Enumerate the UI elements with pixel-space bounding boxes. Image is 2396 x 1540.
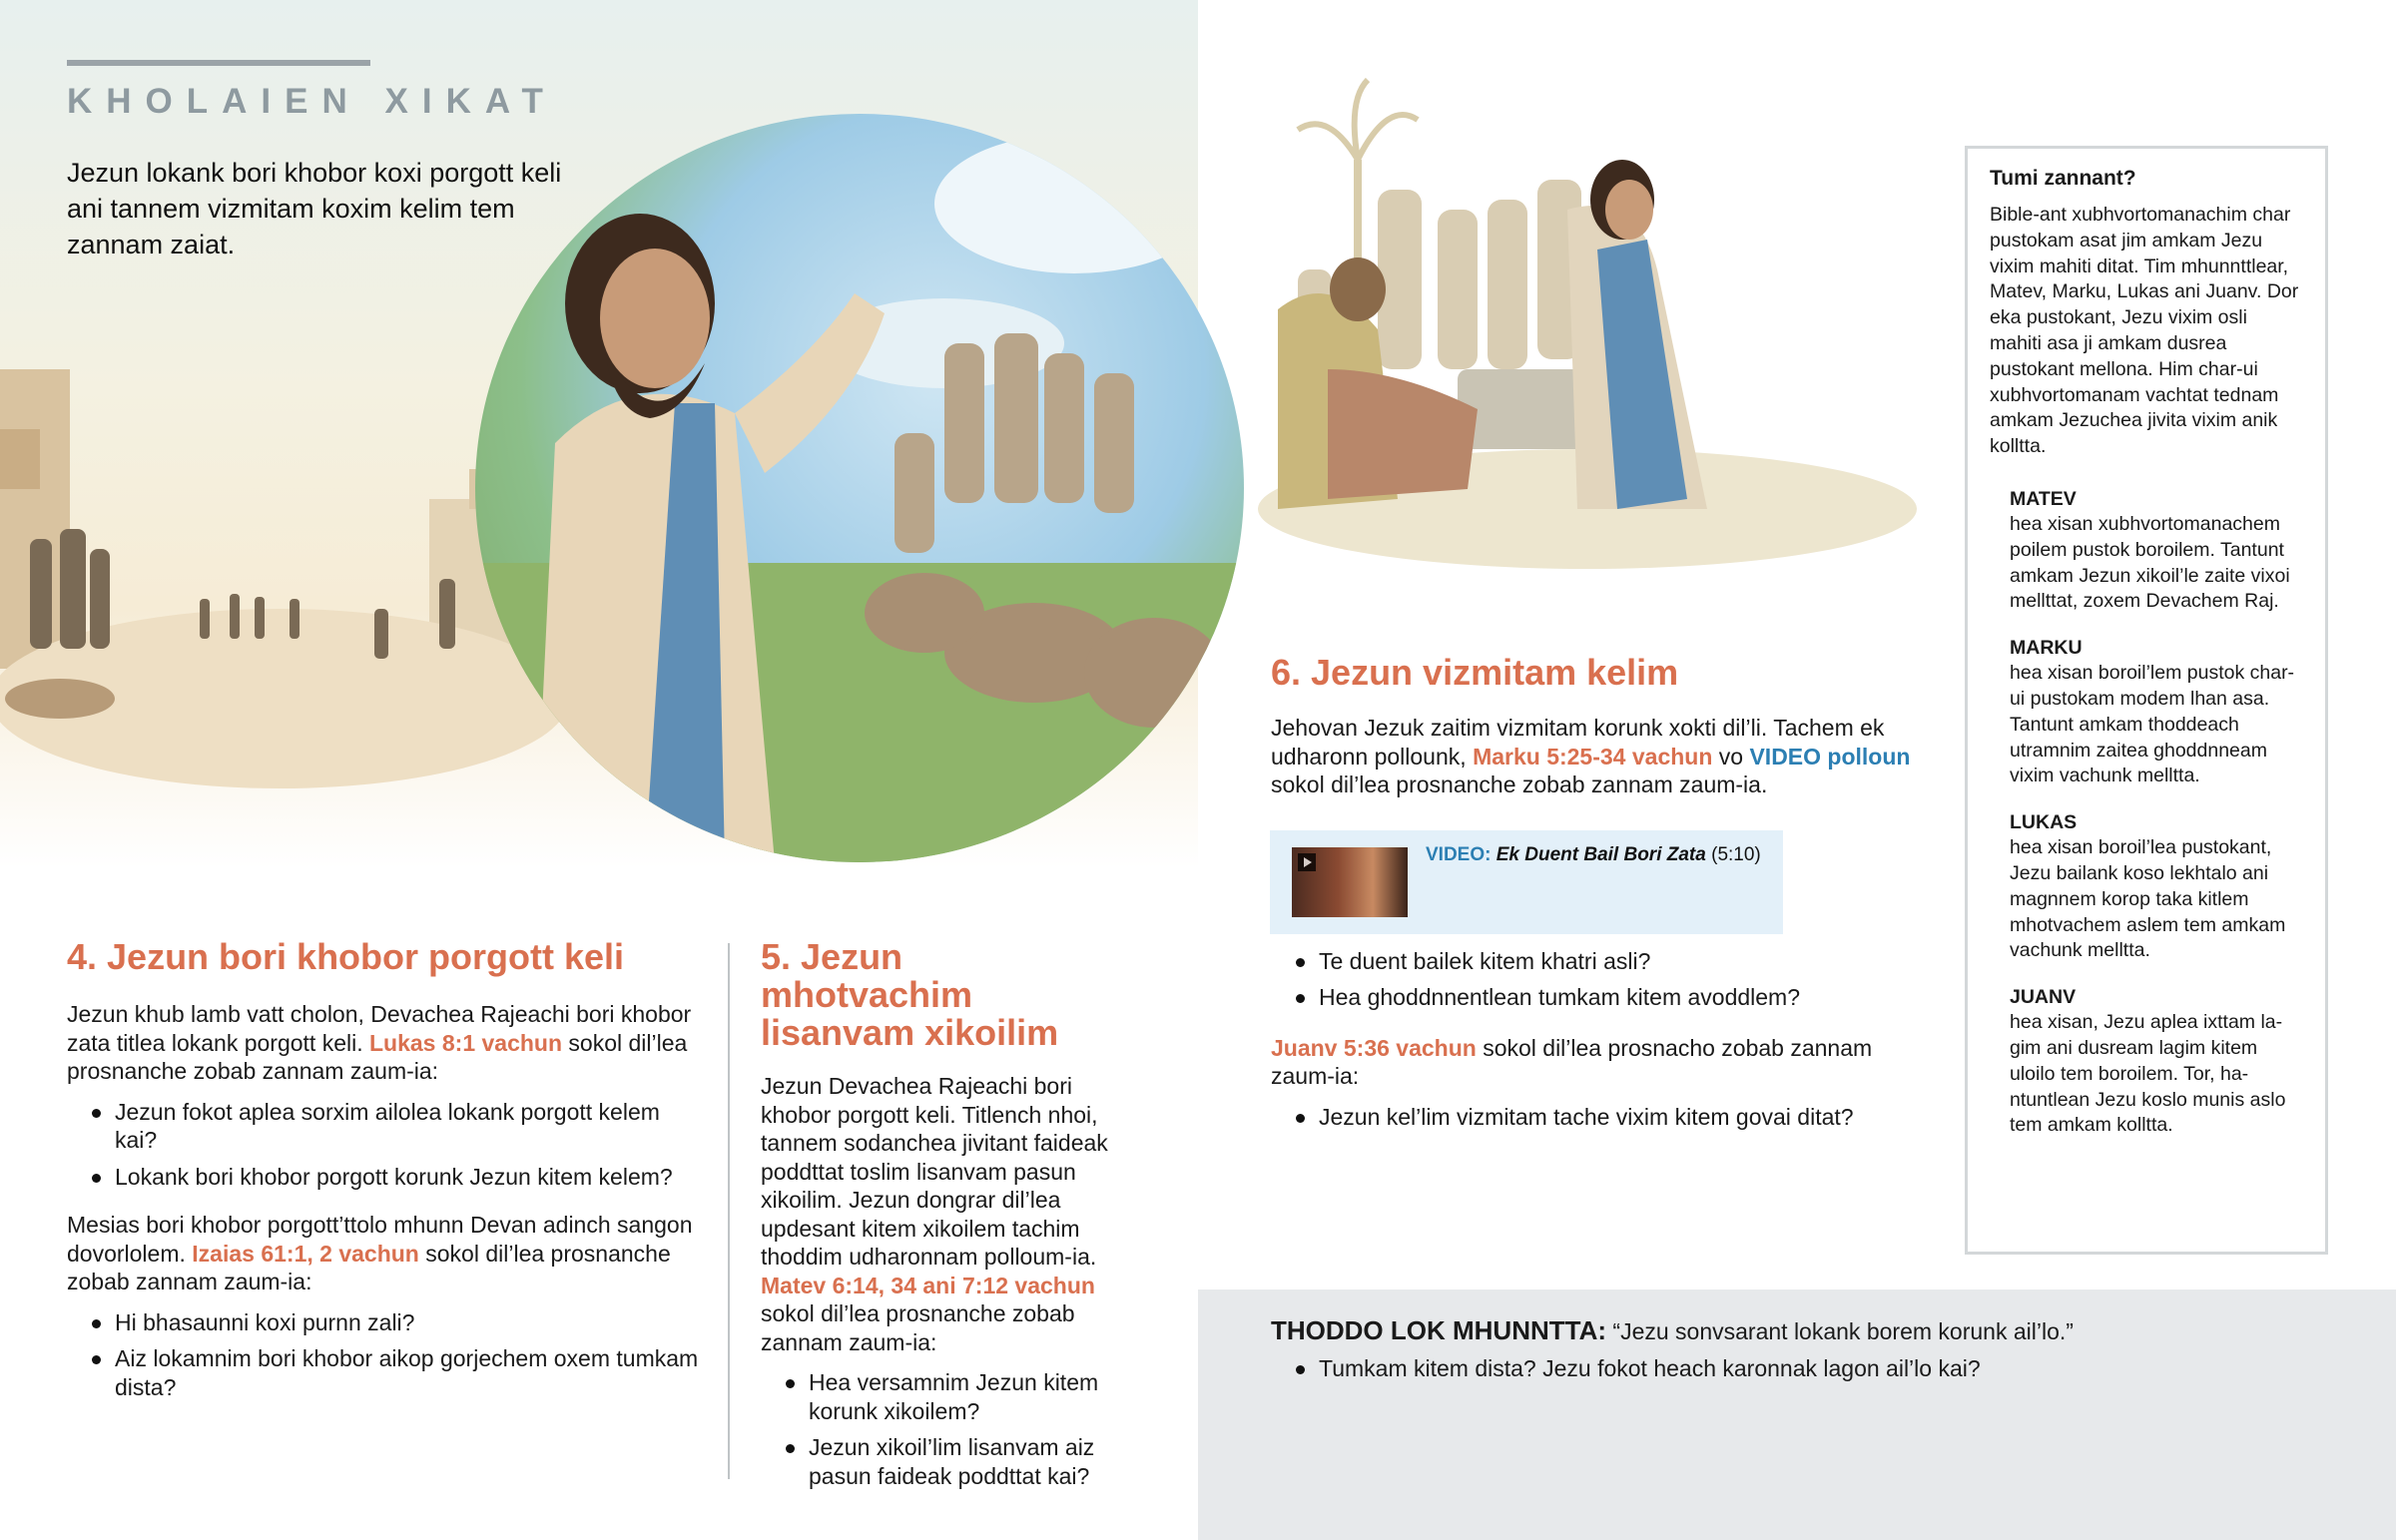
scripture-link-marku[interactable]: Marku 5:25-34 vachun (1473, 743, 1713, 770)
para-text: vo (1712, 743, 1750, 770)
sidebar-book-lukas (2010, 809, 2303, 964)
village-street-art (0, 369, 559, 788)
book-name: MATEV (2010, 487, 2077, 510)
question-item: Jezun fokot aplea sorxim ailolea lokank porgott kelem kai? (67, 1098, 706, 1155)
street-scene-illustration (0, 0, 1198, 868)
para-text: sokol dil’lea prosnanche zobab zannam zaum-ia: (761, 1300, 1075, 1355)
question-item: Jezun kel’lim vizmitam tache vixim kitem govai ditat? (1271, 1103, 1930, 1132)
video-label: VIDEO: (1426, 844, 1492, 865)
scripture-link-lukas[interactable]: Lukas 8:1 vachun (369, 1029, 563, 1056)
sidebar-book-marku (2010, 635, 2303, 789)
sidebar-book-juanv (2010, 984, 2303, 1139)
video-title: Ek Duent Bail Bori Zata (1496, 844, 1706, 865)
scripture-link-izaias[interactable]: Izaias 61:1, 2 vachun (192, 1240, 419, 1267)
question-item: Lokank bori khobor porgott korunk Jezun kitem kelem? (67, 1163, 706, 1192)
section-6-questions-2 (1271, 1103, 1930, 1132)
section-4-para-2 (67, 1211, 706, 1296)
section-4 (67, 938, 706, 1409)
para-text: sokol dil’lea prosnacho zobab zannam zaum-ia: (1271, 1034, 1873, 1089)
para-text: Jezun khub lamb vatt cholon, Devachea Rajeachi bori khobor zata titlea lokank porgott keli. (67, 1001, 692, 1056)
para-text: sokol dil’lea prosnanche zobab zannam zaum-ia: (67, 1029, 688, 1084)
intro-text: Jezun lokank bori khobor koxi porgott keli ani tannem vizmitam koxim kelim tem zannam zaiat. (67, 158, 562, 259)
header-rule (67, 60, 370, 66)
para-text: sokol dil’lea prosnanche zobab zannam zaum-ia. (1271, 771, 1768, 797)
video-card[interactable] (1270, 830, 1783, 934)
book-name: MARKU (2010, 637, 2083, 660)
preaching-jesus-illustration (475, 114, 1244, 862)
section-5-para (761, 1072, 1120, 1356)
section-4-questions-2 (67, 1308, 706, 1402)
section-5-title: 5. Jezun mhotvachim lisanvam xikoilim (761, 936, 1059, 1053)
video-duration: (5:10) (1711, 844, 1761, 865)
book-text: hea xisan boroil’lea pustokant, Jezu bailank koso lekhtalo ani magnnem korop taka kitlem mhotvachem aslem tem amkam vachunk melltta. (2010, 836, 2286, 962)
video-link[interactable]: VIDEO polloun (1749, 743, 1911, 770)
page-kicker: KHOLAIEN XIKAT (67, 82, 557, 121)
para-text: sokol dil’lea prosnanche zobab zannam zaum-ia: (67, 1240, 671, 1294)
question-item: Te duent bailek kitem khatri asli? (1271, 947, 1930, 976)
section-5 (761, 938, 1120, 1498)
question-item: Jezun xikoil’lim lisanvam aiz pasun faideak poddttat kai? (761, 1433, 1120, 1490)
section-4-questions-1 (67, 1098, 706, 1192)
takeaway-lead: THODDO LOK MHUNNTTA: (1271, 1315, 1607, 1345)
question-item: Hea versamnim Jezun kitem korunk xikoilem? (761, 1368, 1120, 1425)
question-item: Hi bhasaunni koxi purnn zali? (67, 1308, 706, 1337)
book-name: JUANV (2010, 986, 2077, 1009)
section-6-para-1 (1271, 714, 1930, 799)
section-6-questions-1 (1271, 947, 1930, 1012)
takeaway-statement (1271, 1315, 2319, 1346)
para-text: Mesias bori khobor porgott’ttolo mhunn Devan adinch sangon dovorlolem. (67, 1212, 693, 1267)
book-text: hea xisan boroil’lem pustok char-ui pustokam modem lhan asa. Tantunt amkam thoddeach utramnim zaitea ghoddnneam vixim vachunk melltta. (2010, 662, 2295, 787)
sidebar-book-matev (2010, 486, 2303, 615)
takeaway-block (1271, 1315, 2319, 1391)
question-item: Tumkam kitem dista? Jezu fokot heach karonnak lagon ail’lo kai? (1271, 1354, 2319, 1383)
video-caption (1426, 844, 1761, 866)
section-6-title: 6. Jezun vizmitam kelim (1271, 652, 1679, 693)
sidebar-title: Tumi zannant? (1990, 167, 2136, 190)
para-text: Jehovan Jezuk zaitim vizmitam korunk xokti dil’li. Tachem ek udharonn pollounk, (1271, 715, 1885, 770)
section-5-questions (761, 1368, 1120, 1490)
section-4-title: 4. Jezun bori khobor porgott keli (67, 936, 625, 977)
para-text: Jezun Devachea Rajeachi bori khobor porgott keli. Titlench nhoi, tannem sodanchea jivitant faideak poddttat toslim lisanvam pasun xikoilim. Jezun dongrar dil’lea updesant kitem xikoilem tachim thoddim udharonnam polloum-ia. (761, 1073, 1108, 1270)
section-4-para-1 (67, 1000, 706, 1086)
book-text: hea xisan xubhvortomanachem poilem pustok boroilem. Tantunt amkam Jezun xikoil’le zaite vixoi mellttat, zoxem Devachem Raj. (2010, 512, 2290, 613)
video-thumbnail[interactable] (1292, 847, 1408, 917)
section-6-para-2 (1271, 1034, 1930, 1091)
question-item: Hea ghoddnnentlean tumkam kitem avoddlem? (1271, 983, 1930, 1012)
question-item: Aiz lokamnim bori khobor aikop gorjechem oxem tumkam dista? (67, 1344, 706, 1401)
takeaway-quote: “Jezu sonvsarant lokank borem korunk ail’lo.” (1606, 1318, 2074, 1344)
did-you-know-sidebar (1965, 146, 2328, 1255)
scripture-link-juanv[interactable]: Juanv 5:36 vachun (1271, 1034, 1477, 1061)
play-icon[interactable] (1298, 853, 1316, 871)
book-text: hea xisan, Jezu aplea ixttam la-gim ani dusream lagim kitem uloilo tem boroilem. Tor, ha-ntuntlean Jezu koslo munis aslo tem amkam kolltta. (2010, 1011, 2286, 1137)
book-name: LUKAS (2010, 811, 2078, 834)
healing-woman-illustration (1238, 70, 1917, 589)
scripture-link-matev[interactable]: Matev 6:14, 34 ani 7:12 vachun (761, 1272, 1095, 1298)
sidebar-body: Bible-ant xubhvortomanachim char pustokam asat jim amkam Jezu vixim mahiti ditat. Tim mhunnttlear, Matev, Marku, Lukas ani Juanv. Dor eka pustokant, Jezu vixim osli mahiti asa ji amkam dusrea pustokant mellona. Him char-ui xubhvortomanam vachtat tednam amkam Jezuchea jivita vixim anik kolltta. (1990, 204, 2299, 458)
column-divider (728, 943, 730, 1479)
takeaway-questions (1271, 1354, 2319, 1383)
